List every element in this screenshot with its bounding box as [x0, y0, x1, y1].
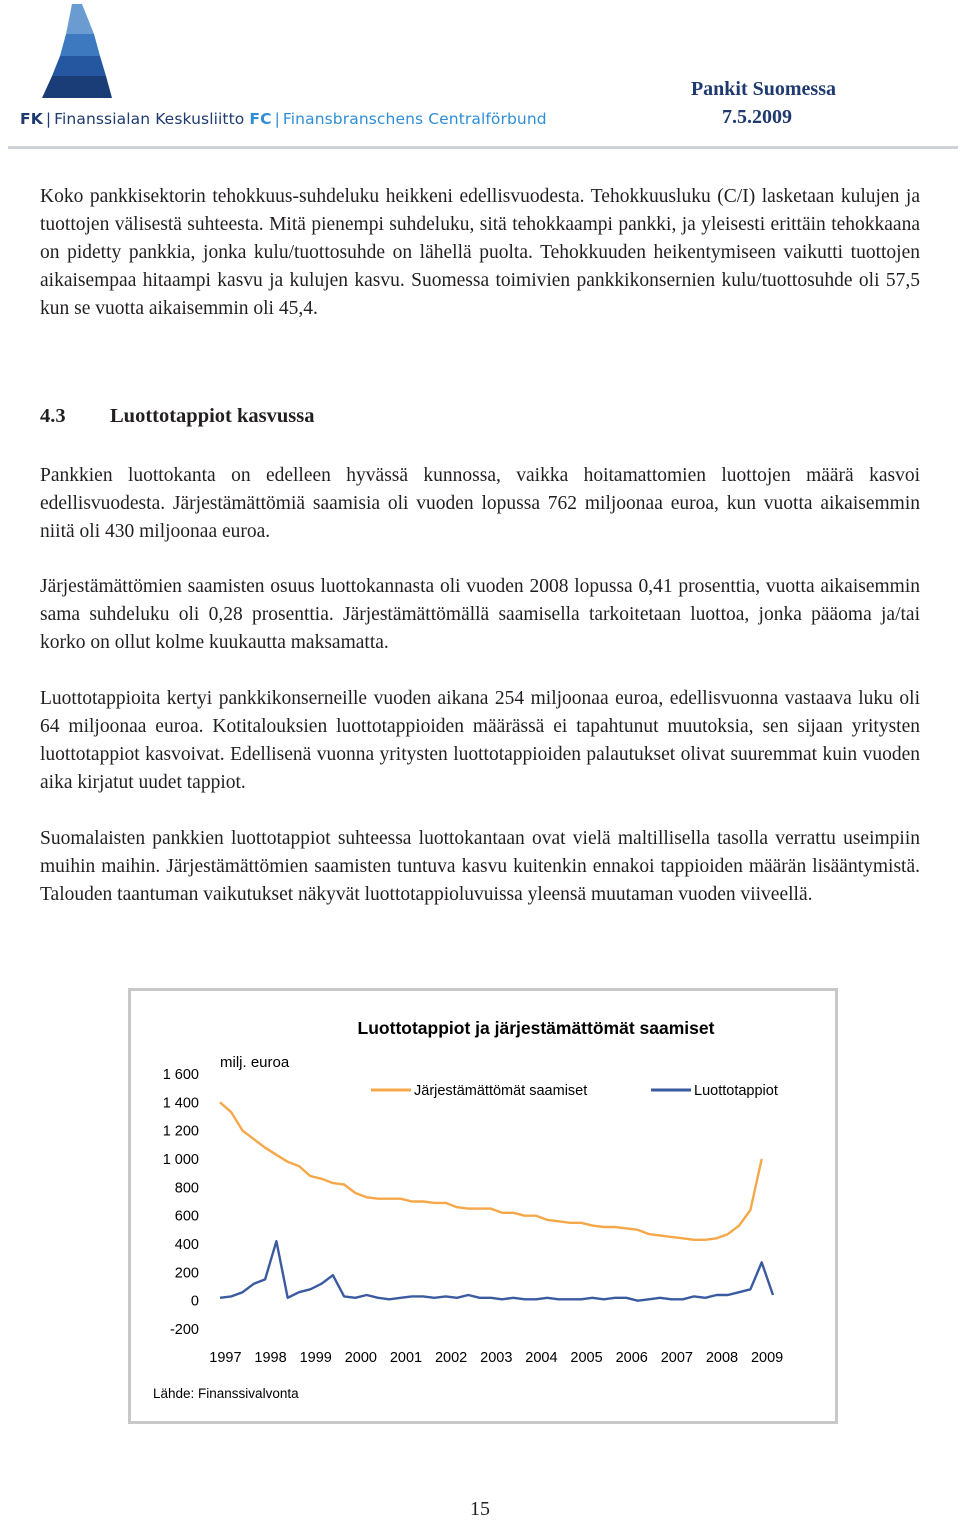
series-line-nonperforming: [220, 1102, 762, 1240]
line-chart: [131, 991, 835, 1421]
paragraph-comparison: Suomalaisten pankkien luottotappiot suhteessa luottokantaan ovat vielä maltillisella tasolla verrattu useimpiin muihin maihin. Järjestämättömien saamisten tuntuva kasvu kuitenkin ennakoi tappioiden määrän lisääntymistä. Talouden taantuman vaikutukset näkyvät luottotappioluvuissa yleensä muutaman vuoden viiveellä.: [40, 828, 920, 905]
chart-legend: [371, 1083, 778, 1099]
section-heading: [40, 405, 315, 428]
y-tick-label: 1 400: [162, 1095, 199, 1112]
y-tick-label: 1 600: [162, 1067, 199, 1083]
x-tick-label: 2000: [344, 1350, 377, 1366]
fk-logo-icon: [38, 4, 114, 100]
x-axis-ticks: [209, 1350, 783, 1366]
x-tick-label: 2007: [660, 1350, 693, 1366]
series-line-credit-losses: [220, 1241, 773, 1301]
x-tick-label: 1999: [299, 1350, 332, 1366]
paragraph-credit-losses: Luottotappioita kertyi pankkikonserneille vuoden aikana 254 miljoonaa euroa, edellisvuonna vastaava luku oli 64 miljoonaa euroa. Kotitalouksien luottotappioiden määrässä ei tapahtunut muutoksia, sen sijaan yritysten luottotappiot kasvoivat. Edellisenä vuonna yritysten luottotappioiden palautukset olivat suuremmat kuin vuoden aika kirjatut uudet tappiot.: [40, 688, 920, 793]
x-tick-label: 2001: [389, 1350, 423, 1366]
chart-title: Luottotappiot ja järjestämättömät saamiset: [357, 1018, 715, 1038]
x-tick-label: 2006: [615, 1350, 648, 1366]
page-number: 15: [470, 1498, 490, 1520]
y-tick-label: -200: [169, 1322, 199, 1338]
chart-container: [128, 988, 838, 1424]
chart-series: [220, 1102, 773, 1300]
org-names: FK | Finanssialan Keskusliitto FC | Finansbranschens Centralförbund: [20, 110, 547, 128]
org-fk-abbr: FK: [20, 110, 43, 128]
header-divider: [8, 146, 958, 149]
org-fc-name: Finansbranschens Centralförbund: [282, 110, 547, 128]
paragraph-nonperforming-share: Järjestämättömien saamisten osuus luottokannasta oli vuoden 2008 lopussa 0,41 prosenttia, vuotta aikaisemmin sama suhdeluku oli 0,28 prosenttia. Järjestämättömällä saamisella tarkoitetaan luottoa, jonka pääoma ja/tai korko on ollut kolme kuukautta maksamatta.: [40, 576, 920, 653]
y-tick-label: 800: [174, 1180, 199, 1197]
page-header: [0, 0, 960, 150]
org-fc-abbr: FC: [249, 110, 272, 128]
legend-label: Luottotappiot: [694, 1083, 778, 1099]
x-tick-label: 2003: [480, 1350, 513, 1366]
y-tick-label: 1 000: [162, 1152, 199, 1168]
y-axis-label: milj. euroa: [220, 1054, 290, 1071]
chart-source: Lähde: Finanssivalvonta: [153, 1386, 299, 1401]
x-tick-label: 1997: [209, 1350, 242, 1366]
x-tick-label: 1998: [254, 1350, 287, 1366]
section-number: 4.3: [40, 405, 66, 427]
y-axis-ticks: [163, 1067, 199, 1338]
x-tick-label: 2009: [750, 1350, 784, 1366]
x-tick-label: 2008: [705, 1350, 739, 1366]
x-tick-label: 2004: [525, 1350, 558, 1366]
y-tick-label: 400: [174, 1237, 199, 1253]
paragraph-loan-portfolio: Pankkien luottokanta on edelleen hyvässä kunnossa, vaikka hoitamattomien luottojen määrä kasvoi edellisvuodesta. Järjestämättömiä saamisia oli vuoden lopussa 762 miljoonaa euroa, kun vuotta aikaisemmin niitä oli 430 miljoonaa euroa.: [40, 465, 920, 542]
y-tick-label: 0: [190, 1293, 199, 1310]
y-tick-label: 200: [174, 1265, 199, 1282]
y-tick-label: 1 200: [162, 1123, 199, 1140]
x-tick-label: 2002: [434, 1350, 468, 1366]
section-title: Luottotappiot kasvussa: [110, 405, 315, 427]
org-fk-name: Finanssialan Keskusliitto: [54, 110, 245, 128]
y-tick-label: 600: [174, 1208, 199, 1225]
document-title: Pankit Suomessa: [690, 78, 836, 100]
legend-label: Järjestämättömät saamiset: [414, 1083, 588, 1099]
x-tick-label: 2005: [570, 1350, 603, 1366]
document-date: 7.5.2009: [722, 106, 792, 128]
paragraph-efficiency: Koko pankkisektorin tehokkuus-suhdeluku heikkeni edellisvuodesta. Tehokkuusluku (C/I) lasketaan kulujen ja tuottojen välisestä suhteesta. Mitä pienempi suhdeluku, sitä tehokkaampi pankki, ja yleisesti erittäin tehokkaana on pidetty pankkia, jonka kulu/tuottosuhde on lähellä puolta. Tehokkuuden heikentymiseen vaikutti tuottojen aikaisempaa hitaampi kasvu ja kulujen kasvu. Suomessa toimivien pankkikonsernien kulu/tuottosuhde oli 57,5 kun se vuotta aikaisemmin oli 45,4.: [40, 186, 920, 319]
